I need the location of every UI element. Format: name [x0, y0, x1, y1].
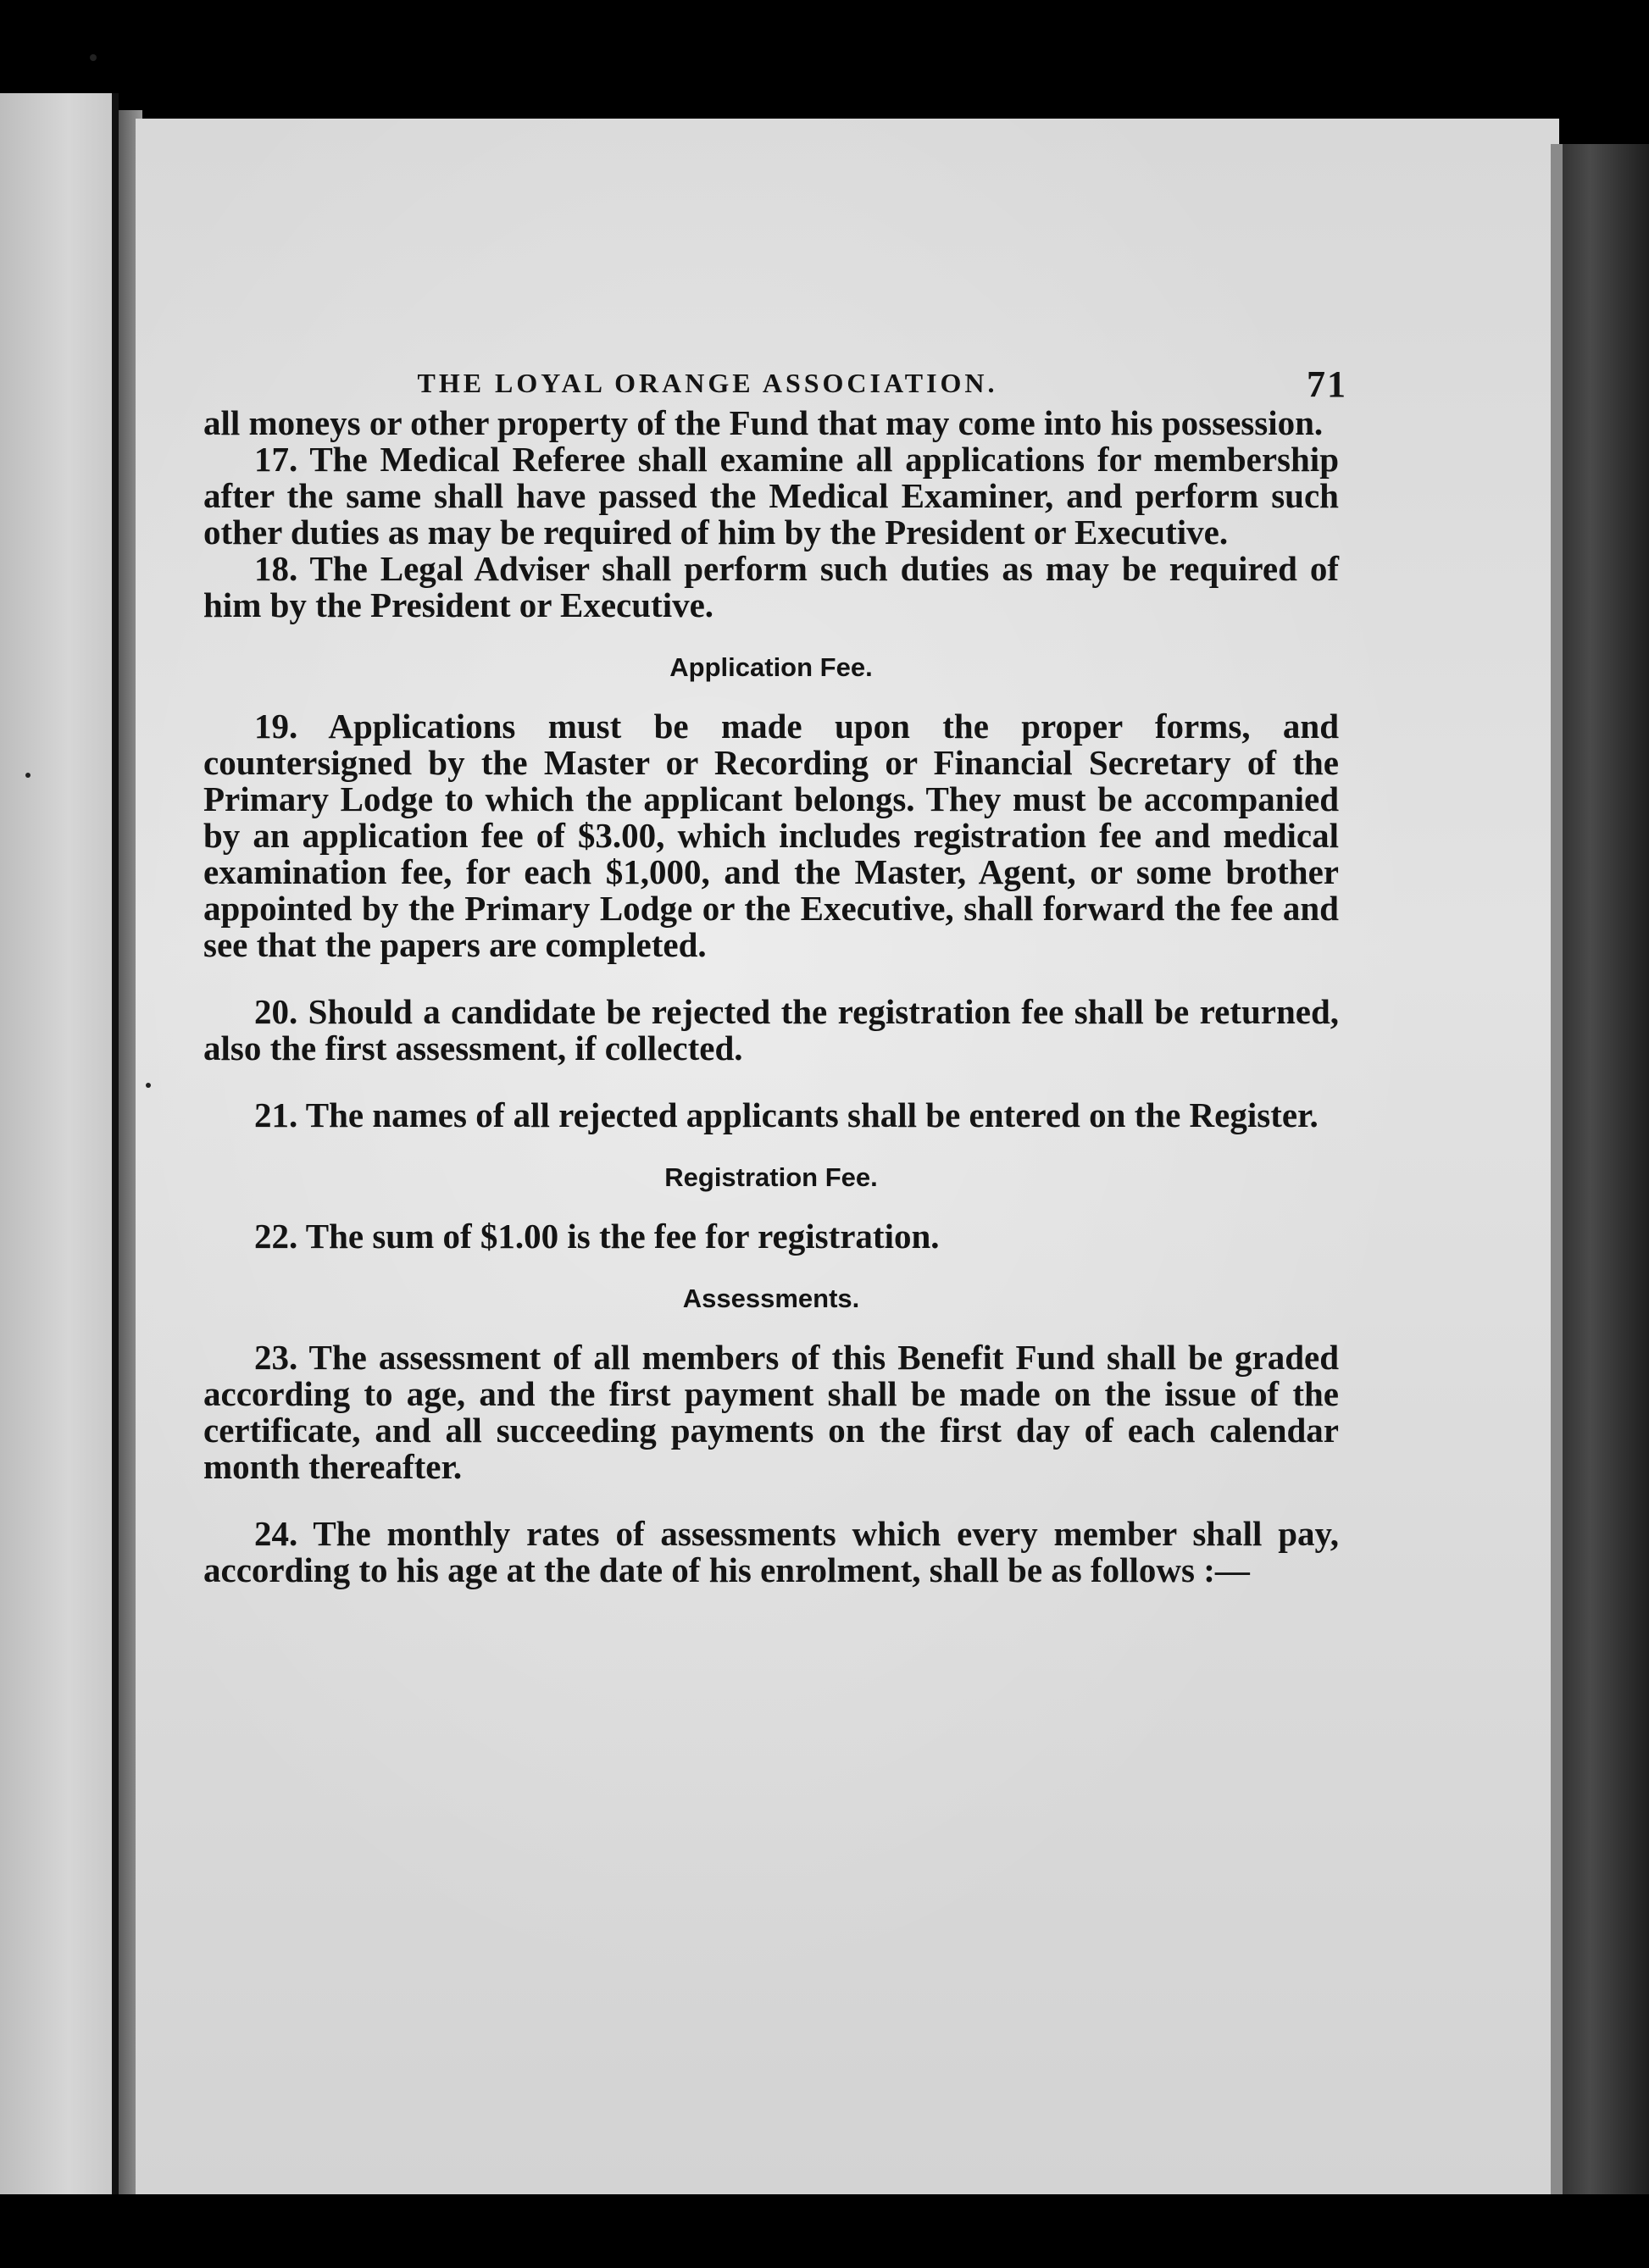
paragraph-20: 20. Should a candidate be rejected the registration fee shall be returned, also the first assessment, if collected. — [203, 992, 1339, 1067]
page-text — [203, 346, 1347, 1589]
binding-edge — [1551, 144, 1649, 2194]
dust-speck — [25, 773, 31, 778]
dust-speck — [146, 1083, 151, 1088]
running-head — [203, 346, 1347, 405]
page-divider — [112, 93, 119, 2194]
continued-paragraph: all moneys or other property of the Fund that may come into his possession. — [203, 403, 1324, 442]
paragraph-21: 21. The names of all rejected applicants shall be entered on the Register. — [254, 1095, 1319, 1134]
page-number: 71 — [1307, 363, 1347, 405]
paragraph-23: 23. The assessment of all members of this Benefit Fund shall be graded according to age, and the first payment shall be made on the issue of the certificate, and all succeeding payments on the first day of each calendar month thereafter. — [203, 1338, 1339, 1486]
paragraph-18: 18. The Legal Adviser shall perform such duties as may be required of him by the President or Executive. — [203, 549, 1339, 624]
section-heading-registration-fee: Registration Fee. — [664, 1162, 878, 1192]
dust-speck — [90, 54, 97, 61]
paragraph-24: 24. The monthly rates of assessments which every member shall pay, according to his age at the date of his enrolment, shall be as follows :— — [203, 1514, 1339, 1589]
previous-page-edge — [0, 93, 114, 2194]
section-heading-application-fee: Application Fee. — [669, 652, 873, 682]
section-heading-assessments: Assessments. — [682, 1284, 860, 1313]
binding-highlight — [1551, 144, 1563, 2194]
paragraph-17: 17. The Medical Referee shall examine all applications for membership after the same shall have passed the Medical Examiner, and perform such other duties as may be required of him by the President or Executive. — [203, 440, 1339, 552]
paragraph-19: 19. Applications must be made upon the proper forms, and countersigned by the Master or Recording or Financial Secretary of the Primary Lodge to which the applicant belongs. They must be accompanied by an application fee of $3.00, which includes registration fee and medical examination fee, for each $1,000, and the Master, Agent, or some brother appointed by the Primary Lodge or the Executive, shall forward the fee and see that the papers are completed. — [203, 707, 1339, 964]
running-head-title: THE LOYAL ORANGE ASSOCIATION. — [417, 368, 998, 398]
paragraph-22: 22. The sum of $1.00 is the fee for registration. — [254, 1217, 940, 1256]
